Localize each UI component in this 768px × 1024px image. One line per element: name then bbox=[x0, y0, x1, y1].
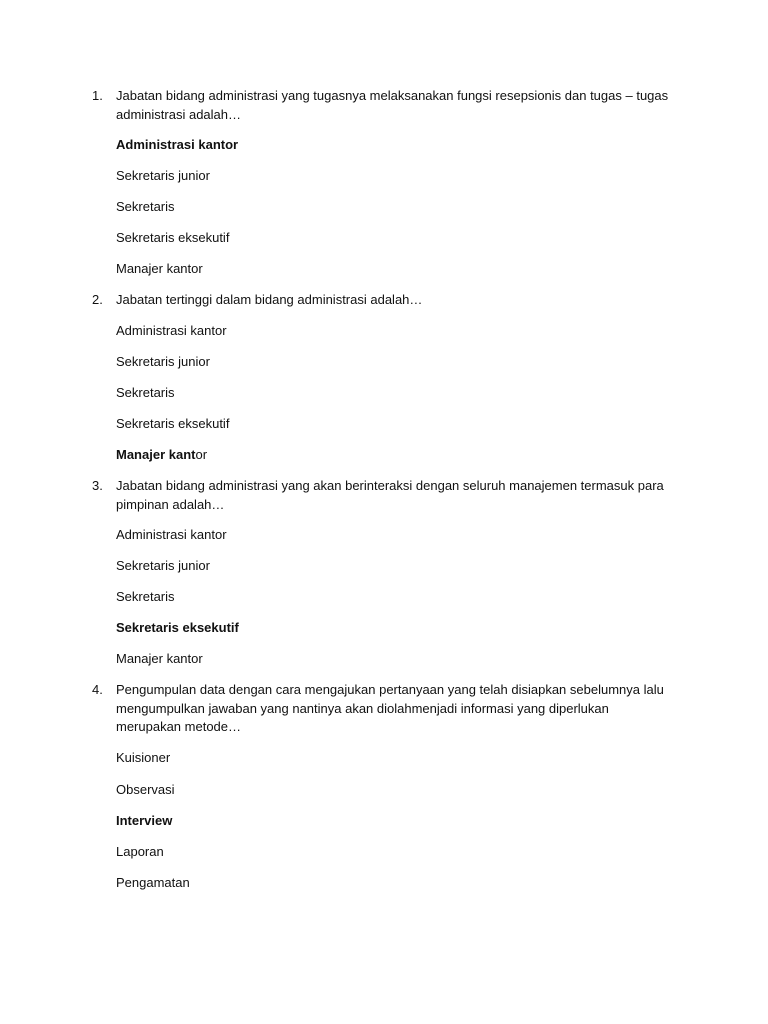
answer-bold-part: Manajer kant bbox=[116, 447, 196, 462]
answer-option bbox=[116, 446, 207, 464]
answer-rest-part: or bbox=[195, 447, 208, 462]
question-number: 1. bbox=[92, 88, 103, 103]
question-number: 2. bbox=[92, 292, 103, 307]
question-2 bbox=[92, 291, 671, 310]
answer-option: Administrasi kantor bbox=[116, 137, 239, 152]
question-1 bbox=[92, 87, 671, 124]
answer-option: Manajer kantor bbox=[116, 261, 203, 276]
answer-option: Kuisioner bbox=[116, 750, 171, 765]
answer-option: Sekretaris bbox=[116, 589, 175, 604]
answer-option: Pengamatan bbox=[116, 875, 190, 890]
answer-option: Laporan bbox=[116, 844, 164, 859]
answer-option: Sekretaris junior bbox=[116, 558, 210, 573]
question-text: Jabatan bidang administrasi yang tugasnya melaksanakan fungsi resepsionis dan tugas – tugas administrasi adalah… bbox=[116, 88, 669, 122]
answer-option: Manajer kantor bbox=[116, 651, 203, 666]
answer-option: Sekretaris eksekutif bbox=[116, 230, 230, 245]
question-text: Pengumpulan data dengan cara mengajukan pertanyaan yang telah disiapkan sebelumnya lalu mengumpulkan jawaban yang nantinya akan diolahmenjadi informasi yang diperlukan merupakan metode… bbox=[116, 682, 664, 734]
answer-option: Sekretaris bbox=[116, 385, 175, 400]
question-4 bbox=[92, 681, 671, 737]
question-number: 3. bbox=[92, 478, 103, 493]
answer-option: Sekretaris junior bbox=[116, 354, 210, 369]
answer-option: Sekretaris eksekutif bbox=[116, 416, 230, 431]
answer-option: Observasi bbox=[116, 782, 175, 797]
answer-option: Sekretaris eksekutif bbox=[116, 620, 239, 635]
answer-option: Administrasi kantor bbox=[116, 527, 227, 542]
question-3 bbox=[92, 477, 671, 514]
answer-option: Sekretaris junior bbox=[116, 168, 210, 183]
answer-option: Interview bbox=[116, 813, 173, 828]
question-text: Jabatan bidang administrasi yang akan berinteraksi dengan seluruh manajemen termasuk para pimpinan adalah… bbox=[116, 478, 664, 512]
question-number: 4. bbox=[92, 682, 103, 697]
answer-option: Sekretaris bbox=[116, 199, 175, 214]
question-text: Jabatan tertinggi dalam bidang administrasi adalah… bbox=[116, 292, 423, 307]
answer-option: Administrasi kantor bbox=[116, 323, 227, 338]
